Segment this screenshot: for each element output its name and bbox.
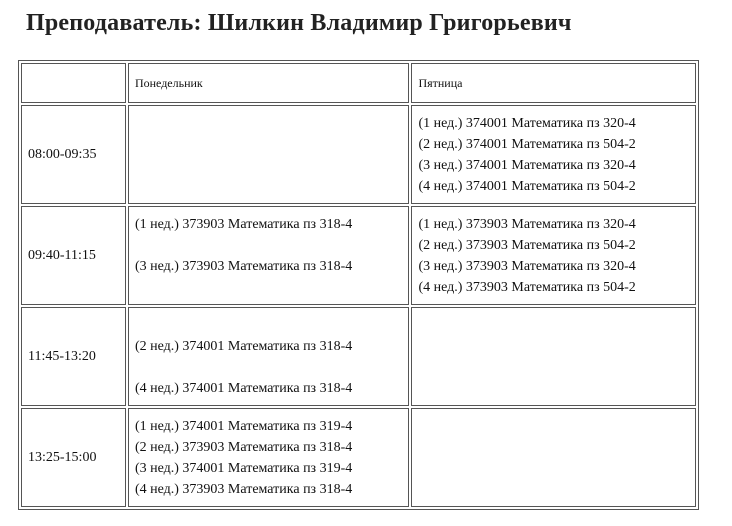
blank-line [135,357,403,378]
friday-cell [411,105,696,204]
class-entry: (2 нед.) 373903 Математика пз 504-2 [418,237,636,253]
class-entry: (4 нед.) 374001 Математика пз 504-2 [418,178,636,194]
class-entry: (3 нед.) 374001 Математика пз 319-4 [134,460,353,476]
schedule-table [18,60,699,510]
class-entry: (3 нед.) 373903 Математика пз 318-4 [134,258,353,274]
table-row [21,105,696,204]
friday-cell [411,206,696,305]
class-entry: (4 нед.) 373903 Математика пз 504-2 [418,279,636,295]
table-row [21,408,696,507]
class-entry: (3 нед.) 374001 Математика пз 320-4 [418,157,636,173]
class-entry: (1 нед.) 374001 Математика пз 320-4 [418,115,636,131]
friday-cell [411,307,696,406]
monday-cell [128,408,410,507]
header-monday: Понедельник [128,63,410,103]
time-cell: 08:00-09:35 [21,105,126,204]
monday-cell [128,105,410,204]
class-entry: (4 нед.) 374001 Математика пз 318-4 [134,380,353,396]
blank-line [135,235,403,256]
blank-line [135,315,403,336]
time-cell: 13:25-15:00 [21,408,126,507]
monday-cell [128,206,410,305]
class-entry: (1 нед.) 374001 Математика пз 319-4 [134,418,353,434]
class-entry: (3 нед.) 373903 Математика пз 320-4 [418,258,636,274]
time-cell: 09:40-11:15 [21,206,126,305]
friday-cell [411,408,696,507]
blank-line [135,277,403,298]
class-entry: (1 нед.) 373903 Математика пз 320-4 [418,216,636,232]
table-header-row [21,63,696,103]
time-cell: 11:45-13:20 [21,307,126,406]
header-friday: Пятница [411,63,696,103]
header-time [21,63,126,103]
table-row [21,206,696,305]
monday-cell [128,307,410,406]
class-entry: (1 нед.) 373903 Математика пз 318-4 [134,216,353,232]
class-entry: (4 нед.) 373903 Математика пз 318-4 [134,481,353,497]
page-title: Преподаватель: Шилкин Владимир Григорьевич [26,10,572,36]
class-entry: (2 нед.) 373903 Математика пз 318-4 [134,439,353,455]
class-entry: (2 нед.) 374001 Математика пз 318-4 [134,338,353,354]
class-entry: (2 нед.) 374001 Математика пз 504-2 [418,136,636,152]
table-row [21,307,696,406]
